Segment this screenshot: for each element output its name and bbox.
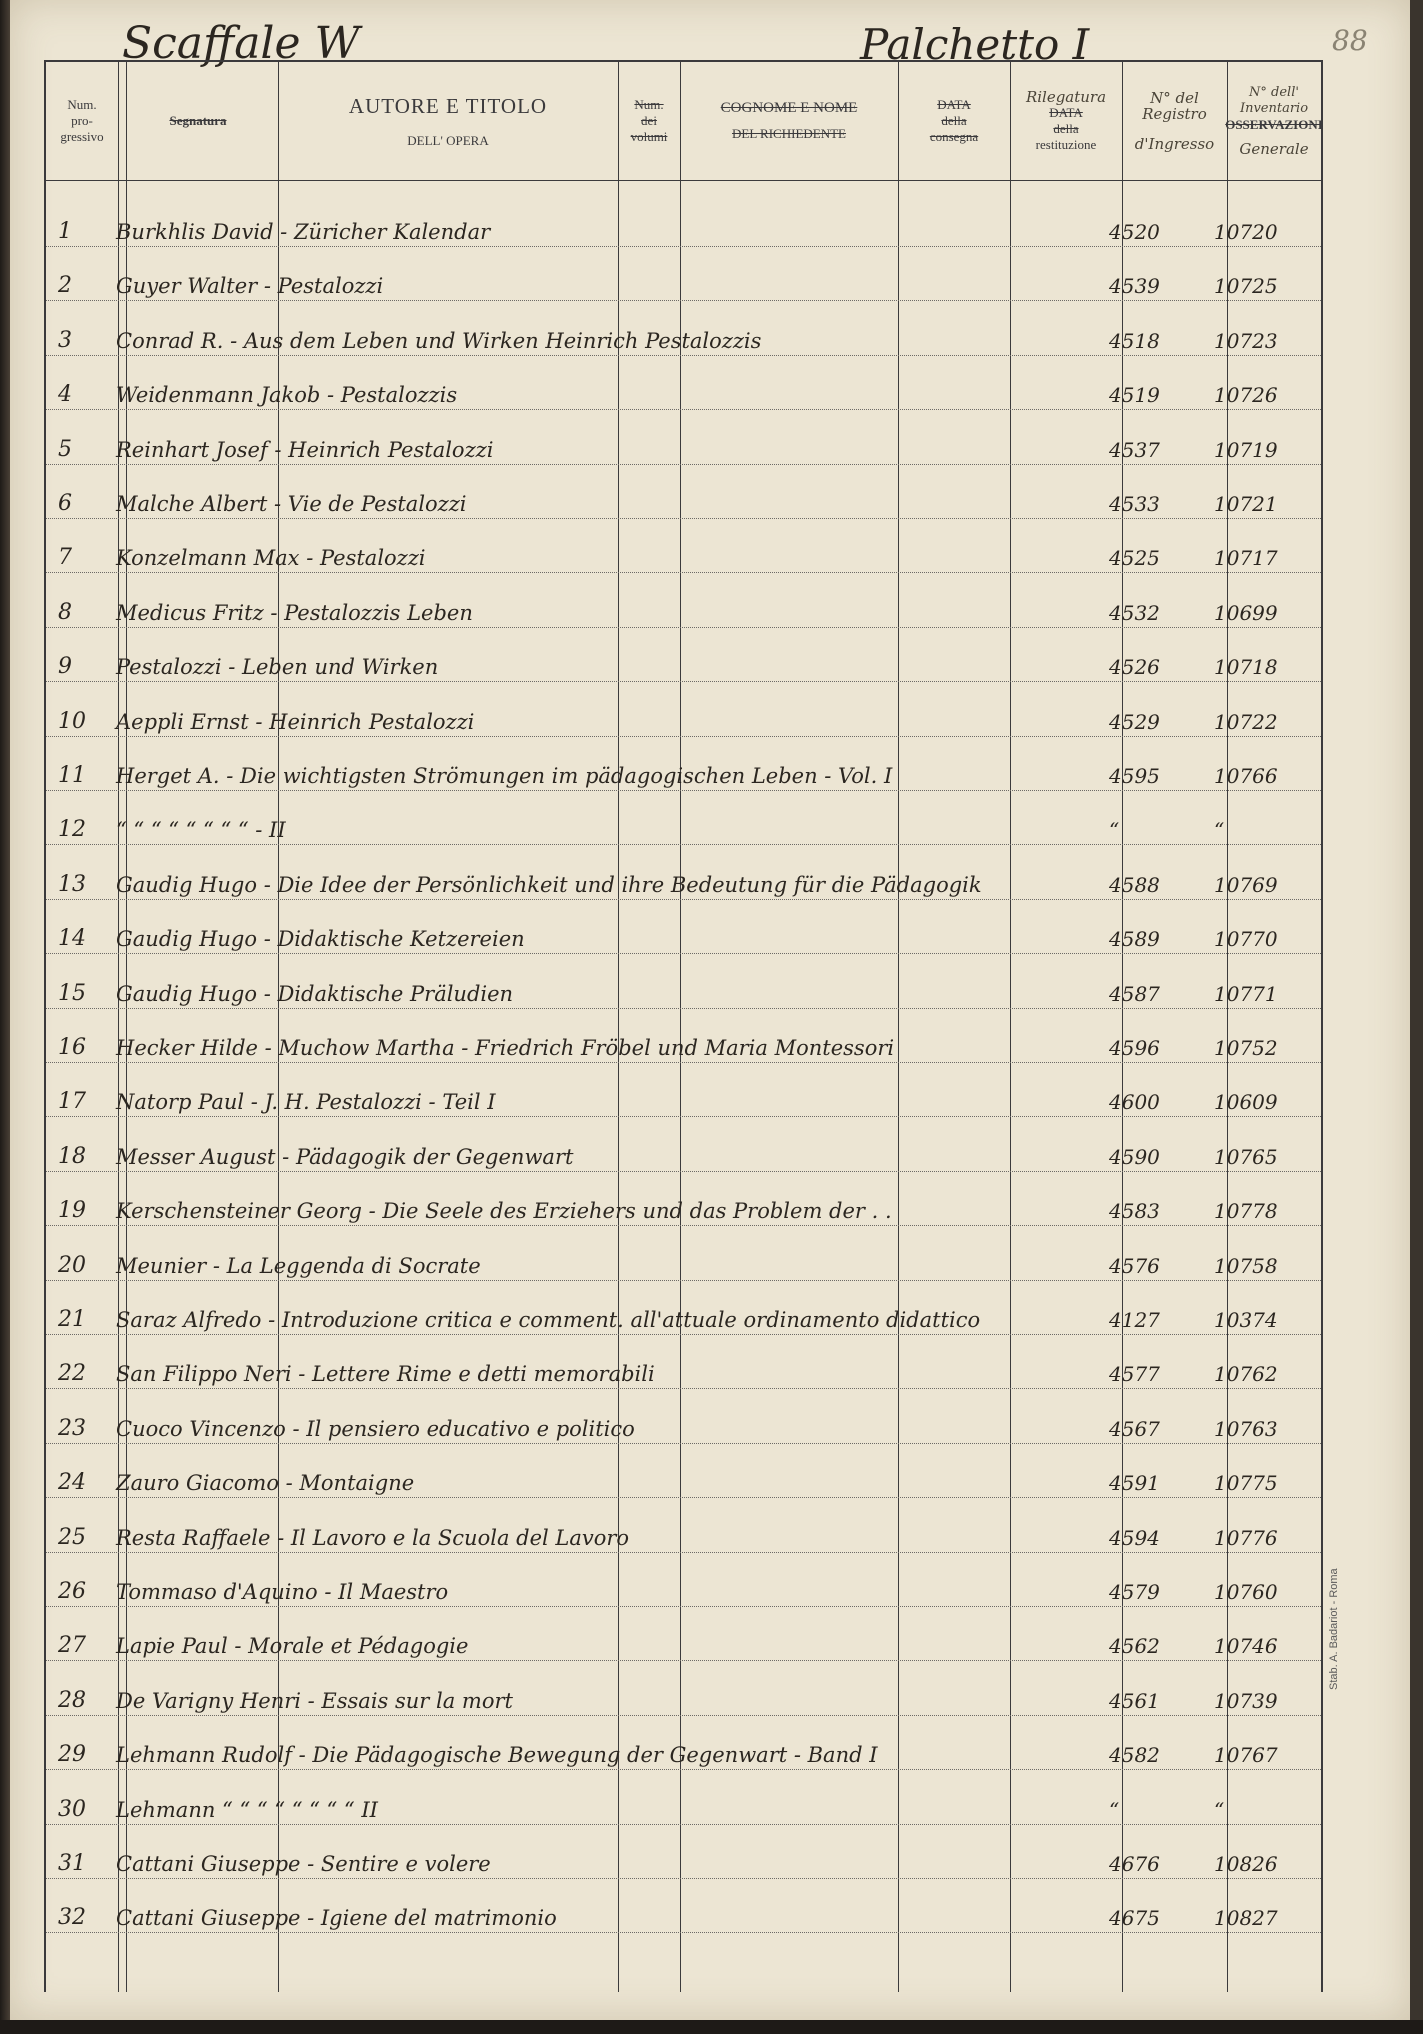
row-registro-number: 4537	[1109, 437, 1160, 462]
table-row	[46, 682, 1321, 737]
row-registro-number: 4519	[1109, 383, 1160, 408]
row-registro-number: 4532	[1109, 600, 1160, 625]
row-author-title: Saraz Alfredo - Introduzione critica e comment. all'attuale ordinamento didattico	[116, 1308, 981, 1332]
row-registro-number: 4533	[1109, 492, 1160, 516]
table-row	[46, 1498, 1321, 1553]
table-row	[46, 845, 1321, 900]
row-number: 12	[58, 817, 86, 843]
row-author-title: Messer August - Pädagogik der Gegenwart	[116, 1144, 574, 1169]
row-author-title: Zauro Giacomo - Montaigne	[116, 1471, 415, 1496]
table-row	[46, 192, 1321, 247]
ledger-table	[44, 60, 1323, 1992]
table-row	[46, 1226, 1321, 1281]
row-inventario-number: 10775	[1214, 1471, 1278, 1496]
header-autore-titolo: AUTORE E TITOLO DELL' OPERA	[348, 93, 548, 148]
row-registro-number: 4561	[1109, 1688, 1160, 1713]
row-number: 4	[58, 382, 72, 408]
table-row	[46, 410, 1321, 465]
row-inventario-number: 10726	[1214, 383, 1278, 408]
shelf-title: Scaffale W	[122, 18, 360, 69]
row-registro-number: 4594	[1109, 1525, 1160, 1550]
row-inventario-number: 10722	[1214, 709, 1278, 734]
row-registro-number: “	[1109, 1797, 1120, 1822]
row-inventario-number: 10739	[1214, 1688, 1278, 1713]
row-inventario-number: 10746	[1214, 1634, 1278, 1659]
row-number: 7	[58, 545, 72, 571]
page-number: 88	[1332, 24, 1368, 57]
table-row	[46, 1878, 1321, 1933]
row-number: 21	[58, 1307, 86, 1332]
row-inventario-number: 10765	[1214, 1144, 1278, 1169]
row-registro-number: 4577	[1109, 1362, 1160, 1387]
row-author-title: Resta Raffaele - Il Lavoro e la Scuola del Lavoro	[116, 1525, 630, 1550]
row-registro-number: 4567	[1109, 1416, 1160, 1441]
table-row	[46, 1389, 1321, 1444]
printer-stamp: Stab. A. Badariot - Roma	[1328, 1568, 1340, 1690]
table-row	[46, 573, 1321, 628]
row-author-title: Pestalozzi - Leben und Wirken	[116, 655, 439, 680]
row-author-title: Cattani Giuseppe - Sentire e volere	[116, 1852, 491, 1876]
row-registro-number: 4589	[1109, 927, 1160, 952]
row-inventario-number: 10720	[1214, 220, 1278, 244]
row-number: 1	[58, 219, 72, 244]
table-row	[46, 1280, 1321, 1335]
row-inventario-number: 10721	[1214, 492, 1278, 516]
table-row	[46, 301, 1321, 356]
table-row	[46, 1443, 1321, 1498]
row-number: 14	[58, 926, 86, 952]
table-row	[46, 627, 1321, 682]
row-registro-number: 4596	[1109, 1036, 1160, 1060]
row-author-title: Conrad R. - Aus dem Leben und Wirken Heinrich Pestalozzis	[116, 328, 762, 353]
row-author-title: Hecker Hilde - Muchow Martha - Friedrich Fröbel und Maria Montessori	[116, 1036, 895, 1060]
row-inventario-number: 10723	[1214, 328, 1278, 353]
row-registro-number: 4591	[1109, 1471, 1160, 1496]
row-number: 23	[58, 1415, 86, 1441]
row-inventario-number: 10752	[1214, 1036, 1278, 1060]
table-row	[46, 899, 1321, 954]
row-author-title: Natorp Paul - J. H. Pestalozzi - Teil I	[116, 1090, 496, 1115]
row-inventario-number: 10826	[1214, 1852, 1278, 1876]
row-registro-number: 4526	[1109, 655, 1160, 680]
header-divider	[46, 180, 1321, 181]
row-author-title: Meunier - La Leggenda di Socrate	[116, 1253, 481, 1278]
row-inventario-number: 10767	[1214, 1743, 1278, 1768]
table-row	[46, 736, 1321, 791]
row-registro-number: 4520	[1109, 220, 1160, 244]
table-row	[46, 954, 1321, 1009]
row-registro-number: 4588	[1109, 872, 1160, 897]
row-registro-number: 4576	[1109, 1253, 1160, 1278]
row-number: 28	[58, 1687, 86, 1713]
row-number: 27	[58, 1633, 86, 1659]
row-author-title: Weidenmann Jakob - Pestalozzis	[116, 383, 458, 408]
row-author-title: De Varigny Henri - Essais sur la mort	[116, 1688, 513, 1713]
row-registro-number: 4518	[1109, 328, 1160, 353]
row-number: 25	[58, 1524, 86, 1550]
row-number: 29	[58, 1742, 86, 1768]
table-row	[46, 1824, 1321, 1879]
header-data-consegna: DATA della consegna	[929, 97, 979, 144]
row-registro-number: “	[1109, 818, 1120, 843]
row-inventario-number: 10718	[1214, 655, 1278, 680]
row-inventario-number: 10374	[1214, 1308, 1278, 1332]
table-row	[46, 1062, 1321, 1117]
table-row	[46, 1715, 1321, 1770]
row-inventario-number: 10717	[1214, 546, 1278, 571]
row-inventario-number: 10609	[1214, 1090, 1278, 1115]
row-registro-number: 4583	[1109, 1199, 1160, 1224]
page-edge	[0, 2020, 1423, 2034]
table-row	[46, 790, 1321, 845]
page-edge	[1410, 0, 1423, 2034]
row-author-title: Cattani Giuseppe - Igiene del matrimonio	[116, 1906, 557, 1931]
row-number: 13	[58, 871, 86, 897]
row-registro-number: 4595	[1109, 764, 1160, 788]
row-number: 10	[58, 708, 86, 734]
row-number: 15	[58, 980, 86, 1006]
row-inventario-number: 10766	[1214, 764, 1278, 788]
row-registro-number: 4127	[1109, 1308, 1160, 1332]
row-author-title: Lehmann Rudolf - Die Pädagogische Bewegung der Gegenwart - Band I	[116, 1743, 878, 1768]
table-row	[46, 355, 1321, 410]
row-inventario-number: 10769	[1214, 872, 1278, 897]
table-row	[46, 1770, 1321, 1825]
palchetto-title: Palchetto I	[860, 20, 1090, 69]
row-inventario-number: 10699	[1214, 600, 1278, 625]
row-author-title: Gaudig Hugo - Didaktische Ketzereien	[116, 927, 525, 952]
row-number: 17	[58, 1089, 86, 1115]
row-registro-number: 4539	[1109, 274, 1160, 299]
row-number: 3	[58, 327, 72, 353]
row-author-title: Gaudig Hugo - Die Idee der Persönlichkeit und ihre Bedeutung für die Pädagogik	[116, 872, 982, 897]
row-inventario-number: 10770	[1214, 927, 1278, 952]
row-number: 19	[58, 1198, 86, 1224]
header-num-progressivo: Num. pro- gressivo	[60, 97, 104, 144]
row-inventario-number: 10776	[1214, 1525, 1278, 1550]
row-number: 24	[58, 1470, 86, 1496]
row-author-title: Cuoco Vincenzo - Il pensiero educativo e politico	[116, 1416, 635, 1441]
row-author-title: Herget A. - Die wichtigsten Strömungen im pädagogischen Leben - Vol. I	[116, 764, 893, 788]
row-registro-number: 4587	[1109, 981, 1160, 1006]
row-number: 20	[58, 1252, 86, 1278]
table-row	[46, 246, 1321, 301]
row-registro-number: 4600	[1109, 1090, 1160, 1115]
row-author-title: Kerschensteiner Georg - Die Seele des Erziehers und das Problem der . .	[116, 1199, 892, 1224]
row-author-title: Guyer Walter - Pestalozzi	[116, 274, 384, 299]
row-author-title: Konzelmann Max - Pestalozzi	[116, 546, 426, 571]
row-number: 2	[58, 273, 72, 299]
table-row	[46, 518, 1321, 573]
row-registro-number: 4525	[1109, 546, 1160, 571]
row-author-title: Aeppli Ernst - Heinrich Pestalozzi	[116, 709, 475, 734]
row-number: 5	[58, 436, 72, 462]
table-row	[46, 1008, 1321, 1063]
header-data-restituzione: Rilegatura DATA della restituzione	[1025, 88, 1107, 152]
table-row	[46, 464, 1321, 519]
row-author-title: Burkhlis David - Züricher Kalendar	[116, 220, 491, 244]
row-number: 16	[58, 1035, 86, 1060]
row-inventario-number: 10758	[1214, 1253, 1278, 1278]
row-author-title: Tommaso d'Aquino - Il Maestro	[116, 1580, 449, 1604]
row-number: 30	[58, 1796, 86, 1822]
table-row	[46, 1552, 1321, 1607]
header-registro-ingresso: N° del Registro d'Ingresso	[1134, 89, 1215, 153]
row-number: 31	[58, 1851, 86, 1876]
row-number: 22	[58, 1361, 86, 1387]
row-inventario-number: 10827	[1214, 1906, 1278, 1931]
header-segnatura: Segnatura	[169, 113, 227, 128]
row-registro-number: 4582	[1109, 1743, 1160, 1768]
row-inventario-number: 10760	[1214, 1580, 1278, 1604]
row-number: 6	[58, 491, 72, 516]
row-number: 18	[58, 1143, 86, 1169]
row-number: 32	[58, 1905, 86, 1931]
row-inventario-number: 10778	[1214, 1199, 1278, 1224]
row-inventario-number: 10771	[1214, 981, 1278, 1006]
row-inventario-number: 10719	[1214, 437, 1278, 462]
table-row	[46, 1117, 1321, 1172]
row-inventario-number: 10762	[1214, 1362, 1278, 1387]
row-author-title: San Filippo Neri - Lettere Rime e detti memorabili	[116, 1362, 655, 1387]
row-author-title: Malche Albert - Vie de Pestalozzi	[116, 492, 467, 516]
row-author-title: “ “ “ “ “ “ “ “ - II	[116, 818, 286, 843]
row-registro-number: 4579	[1109, 1580, 1160, 1604]
header-richiedente: COGNOME E NOME DEL RICHIEDENTE	[720, 100, 858, 141]
row-author-title: Reinhart Josef - Heinrich Pestalozzi	[116, 437, 494, 462]
table-row	[46, 1171, 1321, 1226]
row-inventario-number: 10725	[1214, 274, 1278, 299]
row-registro-number: 4590	[1109, 1144, 1160, 1169]
row-registro-number: 4675	[1109, 1906, 1160, 1931]
row-inventario-number: 10763	[1214, 1416, 1278, 1441]
row-inventario-number: “	[1214, 1797, 1225, 1822]
row-number: 11	[58, 763, 86, 788]
row-registro-number: 4562	[1109, 1634, 1160, 1659]
table-row	[46, 1334, 1321, 1389]
row-number: 26	[58, 1579, 86, 1604]
row-author-title: Medicus Fritz - Pestalozzis Leben	[116, 600, 473, 625]
ledger-page	[10, 0, 1410, 2020]
row-inventario-number: “	[1214, 818, 1225, 843]
row-number: 9	[58, 654, 72, 680]
row-registro-number: 4529	[1109, 709, 1160, 734]
row-author-title: Gaudig Hugo - Didaktische Präludien	[116, 981, 514, 1006]
table-row	[46, 1661, 1321, 1716]
table-row	[46, 1606, 1321, 1661]
row-author-title: Lehmann “ “ “ “ “ “ “ “ II	[116, 1797, 378, 1822]
header-inventario-generale: N° dell' Inventario OSSERVAZIONI Generale	[1225, 85, 1323, 158]
row-author-title: Lapie Paul - Morale et Pédagogie	[116, 1634, 469, 1659]
row-number: 8	[58, 599, 72, 625]
header-num-volumi: Num. dei volumi	[630, 97, 668, 144]
row-registro-number: 4676	[1109, 1852, 1160, 1876]
